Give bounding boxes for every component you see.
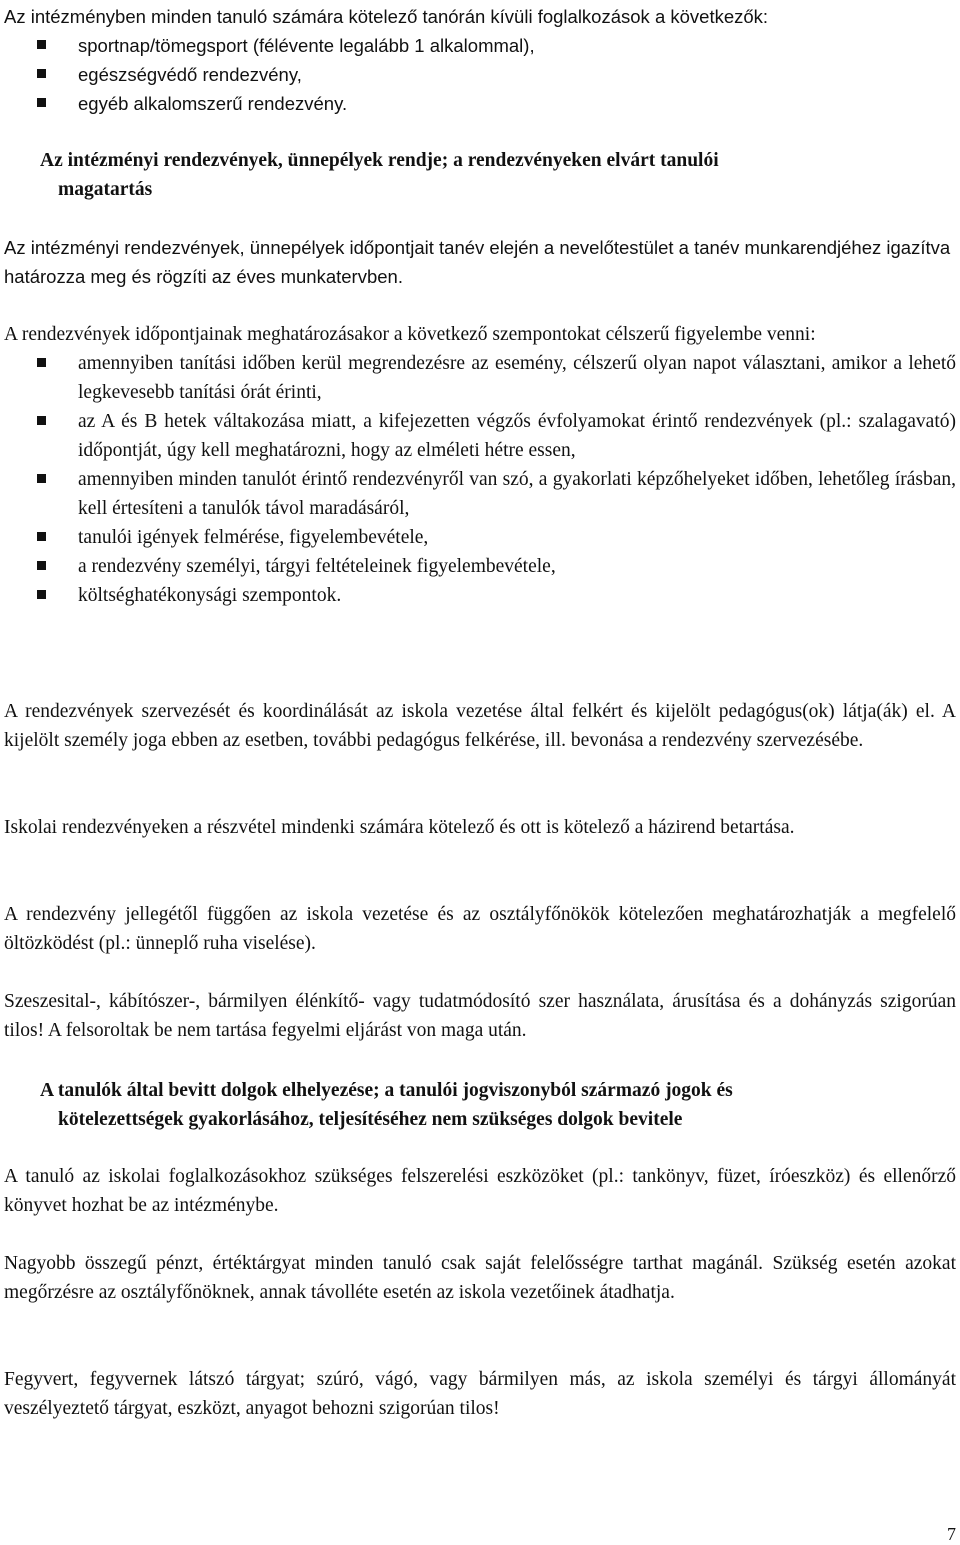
list-item: az A és B hetek váltakozása miatt, a kifejezetten végzős évfolyamokat érintő rendezvények (pl.: szalagavató) időpontját, úgy kell meghatározni, hogy az elméleti hétre essen, bbox=[4, 407, 956, 465]
page-number: 7 bbox=[947, 1524, 956, 1544]
bullet-icon bbox=[37, 532, 46, 541]
list-item: amennyiben minden tanulót érintő rendezvényről van szó, a gyakorlati képzőhelyeket időben, lehetőleg írásban, kell értesíteni a tanulók távol maradásáról, bbox=[4, 465, 956, 523]
heading-line-2: magatartás bbox=[58, 179, 153, 200]
intro-text: Az intézményben minden tanuló számára kötelező tanórán kívüli foglalkozások a következők: bbox=[4, 6, 769, 27]
list-item: költséghatékonysági szempontok. bbox=[4, 581, 956, 610]
intro-section bbox=[4, 2, 956, 118]
paragraph-event-dates: Az intézményi rendezvények, ünnepélyek időpontjait tanév elején a nevelőtestület a tanév munkarendjéhez igazítva határozza meg és rögzíti az éves munkatervben. bbox=[4, 237, 951, 287]
heading-line-2: kötelezettségek gyakorlásához, teljesítéséhez nem szükséges dolgok bevitele bbox=[58, 1109, 683, 1130]
heading-line-1: A tanulók által bevitt dolgok elhelyezése; a tanulói jogviszonyból származó jogok és bbox=[40, 1080, 733, 1101]
section-heading-belongings bbox=[40, 1076, 956, 1134]
intro-list bbox=[4, 31, 956, 118]
list-item: sportnap/tömegsport (félévente legalább 1 alkalommal), bbox=[4, 31, 956, 60]
bullet-icon bbox=[37, 69, 46, 78]
list-item: egészségvédő rendezvény, bbox=[4, 60, 956, 89]
bullet-icon bbox=[37, 590, 46, 599]
bullet-icon bbox=[37, 358, 46, 367]
paragraph-prohibitions: Szeszesital-, kábítószer-, bármilyen élénkítő- vagy tudatmódosító szer használata, árusítása és a dohányzás szigorúan tilos! A felsoroltak be nem tartása fegyelmi eljárást von maga után. bbox=[4, 991, 956, 1041]
heading-line-1: Az intézményi rendezvények, ünnepélyek rendje; a rendezvényeken elvárt tanulói bbox=[40, 150, 719, 171]
paragraph-attendance: Iskolai rendezvényeken a részvétel mindenki számára kötelező és ott is kötelező a házirend betartása. bbox=[4, 817, 795, 838]
paragraph-criteria bbox=[4, 320, 956, 610]
bullet-icon bbox=[37, 98, 46, 107]
paragraph-organization: A rendezvények szervezését és koordinálását az iskola vezetése által felkért és kijelölt pedagógus(ok) látja(ák) el. A kijelölt személy joga ebben az esetben, további pedagógus felkérése, ill. bevonása a rendezvény szervezésébe. bbox=[4, 701, 956, 751]
list-item: a rendezvény személyi, tárgyi feltételeinek figyelembevétele, bbox=[4, 552, 956, 581]
bullet-icon bbox=[37, 561, 46, 570]
list-item: egyéb alkalomszerű rendezvény. bbox=[4, 89, 956, 118]
list-item: tanulói igények felmérése, figyelembevétele, bbox=[4, 523, 956, 552]
paragraph-weapons: Fegyvert, fegyvernek látszó tárgyat; szúró, vágó, vagy bármilyen más, az iskola személyi és tárgyi állományát veszélyeztető tárgyat, eszközt, anyagot behozni szigorúan tilos! bbox=[4, 1369, 956, 1419]
criteria-intro: A rendezvények időpontjainak meghatározásakor a következő szempontokat célszerű figyelembe venni: bbox=[4, 324, 816, 345]
section-heading-events bbox=[40, 146, 956, 204]
paragraph-dress-code: A rendezvény jellegétől függően az iskola vezetése és az osztályfőnökök kötelezően meghatározhatják a megfelelő öltözködést (pl.: ünneplő ruha viselése). bbox=[4, 904, 956, 954]
paragraph-equipment: A tanuló az iskolai foglalkozásokhoz szükséges felszerelési eszközöket (pl.: tankönyv, füzet, íróeszköz) és ellenőrző könyvet hozhat be az intézménybe. bbox=[4, 1166, 956, 1216]
list-item: amennyiben tanítási időben kerül megrendezésre az esemény, célszerű olyan napot választani, amikor a lehető legkevesebb tanítási órát érinti, bbox=[4, 349, 956, 407]
criteria-list bbox=[4, 349, 956, 610]
bullet-icon bbox=[37, 474, 46, 483]
paragraph-valuables: Nagyobb összegű pénzt, értéktárgyat minden tanuló csak saját felelősségre tarthat magánál. Szükség esetén azokat megőrzésre az osztályfőnöknek, annak távolléte esetén az iskola vezetőinek átadhatja. bbox=[4, 1253, 956, 1303]
bullet-icon bbox=[37, 40, 46, 49]
bullet-icon bbox=[37, 416, 46, 425]
